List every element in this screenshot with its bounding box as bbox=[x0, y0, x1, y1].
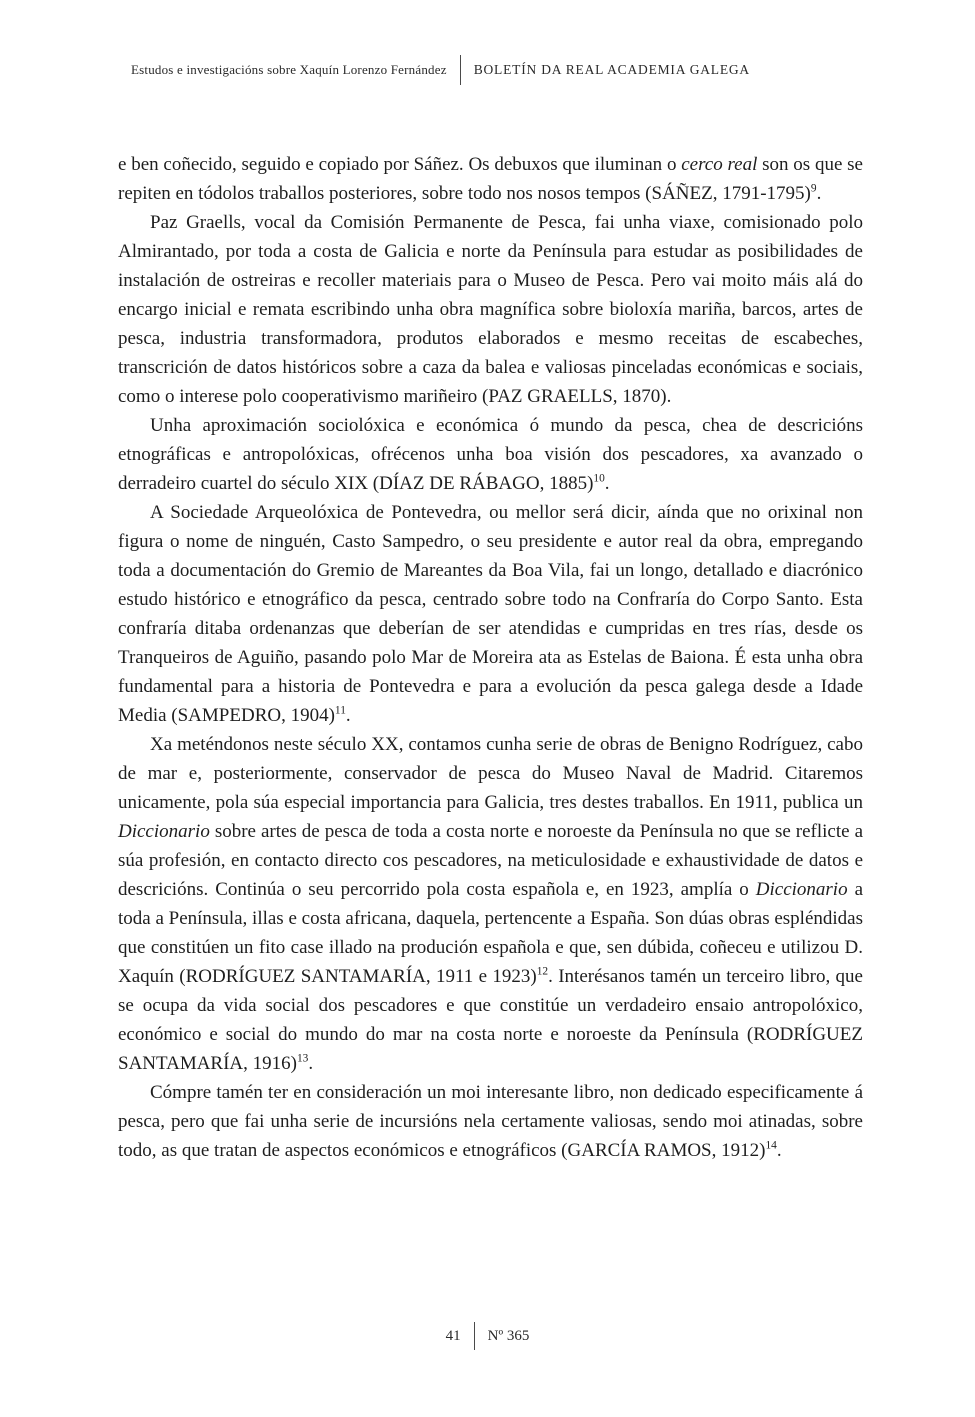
text-segment: 11 bbox=[334, 704, 346, 717]
text-segment: e ben coñecido, seguido e copiado por Sáñez. Os debuxos que iluminan o bbox=[118, 154, 682, 175]
footer-divider bbox=[474, 1322, 475, 1350]
text-segment: a toda a Península, illas e costa africana, daquela, pertencente a España. Son dúas obras espléndidas que constitúen un fito case illado na produción española e que, sen dúbida, coñeceu e utilizou D. Xaquín (RODRÍGUEZ SANTAMARÍA, 1911 e 1923) bbox=[118, 879, 863, 987]
text-segment: . bbox=[776, 1140, 782, 1161]
page-header bbox=[131, 55, 750, 85]
text-segment: Unha aproximación sociolóxica e económica ó mundo da pesca, chea de descricións etnográficas e antropolóxicas, ofrécenos unha boa visión dos pescadores, xa avanzado o derradeiro cuartel do século XIX (DÍAZ DE RÁBAGO, 1885) bbox=[118, 415, 863, 494]
text-segment: 12 bbox=[536, 965, 549, 978]
text-segment: sobre artes de pesca de toda a costa norte e noroeste da Península no que se reflicte a súa profesión, en contacto directo cos pescadores, na meticulosidade e exhaustividade de datos e descricións. Continúa o seu percorrido pola costa española e, en 1923, amplía o bbox=[118, 821, 863, 900]
paragraph bbox=[118, 730, 863, 1078]
text-segment: 9 bbox=[810, 182, 817, 195]
text-segment: Diccionario bbox=[118, 821, 210, 842]
text-segment: 14 bbox=[765, 1139, 777, 1152]
text-segment: A Sociedade Arqueolóxica de Pontevedra, ou mellor será dicir, aínda que no orixinal non figura o nome de ninguén, Casto Sampedro, o seu presidente e autor real da obra, empregando toda a documentación do Gremio de Mareantes da Boa Vila, fai un longo, detallado e diacrónico estudo histórico e etnográfico da pesca, centrado sobre todo na Confraría do Corpo Santo. Esta confraría ditaba ordenanzas que deberían de ser atendidas e cumpridas en tres rías, desde os Tranqueiros de Aguiño, pasando polo Mar de Moreira ata as Estelas de Baiona. É esta unha obra fundamental para a historia de Pontevedra e para a evolución da pesca galega desde a Idade Media (SAMPEDRO, 1904) bbox=[118, 502, 863, 726]
text-segment: son os que se repiten en tódolos traballos posteriores, sobre todo nos nosos tempos (SÁÑEZ, 1791-1795) bbox=[118, 154, 863, 204]
text-segment: Cómpre tamén ter en consideración un moi interesante libro, non dedicado especificamente á pesca, pero que fai unha serie de incursións nela certamente valiosas, sendo moi atinadas, sobre todo, as que tratan de aspectos económicos e etnográficos (GARCÍA RAMOS, 1912) bbox=[118, 1082, 863, 1161]
page-footer bbox=[0, 1322, 975, 1350]
issue-number: Nº 365 bbox=[487, 1327, 530, 1344]
text-segment: . bbox=[345, 705, 351, 726]
text-segment: . bbox=[604, 473, 610, 494]
header-divider bbox=[460, 55, 461, 85]
text-segment: Xa meténdonos neste século XX, contamos cunha serie de obras de Benigno Rodríguez, cabo de mar e, posteriormente, conservador de pesca do Museo Naval de Madrid. Citaremos unicamente, pola súa especial importancia para Galicia, tres destes traballos. En 1911, publica un bbox=[118, 734, 863, 813]
text-segment: cerco real bbox=[681, 154, 758, 175]
text-segment: Paz Graells, vocal da Comisión Permanente de Pesca, fai unha viaxe, comisionado polo Almirantado, por toda a costa de Galicia e norte da Península para estudar as posibilidades de instalación de ostreiras e recoller materiais para o Museo de Pesca. Pero vai moito máis alá do encargo inicial e remata escribindo unha obra magnífica sobre bioloxía mariña, barcos, artes de pesca, industria transformadora, produtos elaborados e mesmo receitas de escabeches, transcrición de datos históricos sobre a caza da balea e valiosas pinceladas económicas e sociais, como o interese polo cooperativismo mariñeiro (PAZ GRAELLS, 1870). bbox=[118, 212, 863, 407]
text-segment: . bbox=[308, 1053, 314, 1074]
header-journal-title: BOLETÍN DA REAL ACADEMIA GALEGA bbox=[473, 62, 750, 77]
paragraph bbox=[118, 411, 863, 498]
text-segment: 13 bbox=[296, 1052, 309, 1065]
text-segment: 10 bbox=[593, 472, 605, 485]
header-series-title: Estudos e investigacións sobre Xaquín Lorenzo Fernández bbox=[131, 62, 447, 77]
text-segment: Diccionario bbox=[755, 879, 848, 900]
text-segment: . bbox=[816, 183, 822, 204]
paragraph bbox=[118, 498, 863, 730]
text-segment: . Interésanos tamén un terceiro libro, que se ocupa da vida social dos pescadores e que constitúe un verdadeiro ensaio antropolóxico, económico e social do mundo do mar na costa norte e noroeste da Península (RODRÍGUEZ SANTAMARÍA, 1916) bbox=[118, 966, 863, 1074]
paragraph bbox=[118, 208, 863, 411]
paragraph bbox=[118, 1078, 863, 1165]
page-number: 41 bbox=[445, 1327, 461, 1344]
paragraph bbox=[118, 150, 863, 208]
body-paragraphs bbox=[118, 150, 863, 1165]
